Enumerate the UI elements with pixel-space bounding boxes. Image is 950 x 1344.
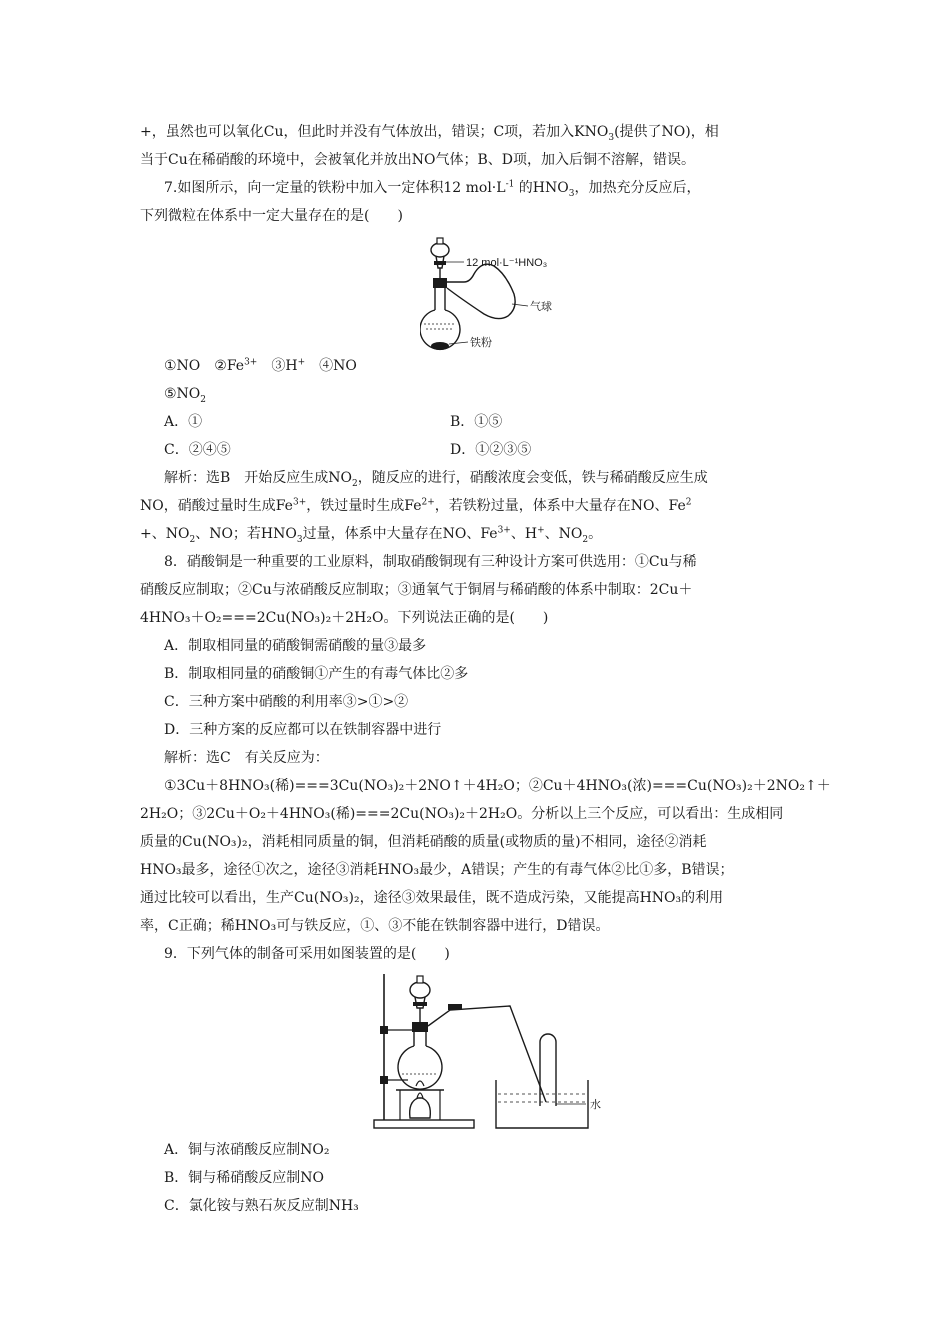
question-7-items: [164, 384, 206, 404]
text: ①NO ②Fe: [164, 358, 245, 374]
subscript: 3: [296, 534, 303, 545]
answer-8: 质量的Cu(NO₃)₂，消耗相同质量的铜，但消耗硝酸的质量(或物质的量)不相同，途径②消耗: [140, 834, 707, 850]
text: ③H: [257, 358, 298, 374]
answer-8: 率，C正确；稀HNO₃可与铁反应，①、③不能在铁制容器中进行，D错误。: [140, 918, 610, 934]
text-line: [140, 122, 719, 142]
text-line: 下列微粒在体系中一定大量存在的是( ): [140, 208, 403, 224]
subscript: 2: [189, 534, 196, 545]
figure-gas-apparatus: [370, 970, 620, 1132]
subscript: 2: [582, 534, 589, 545]
answer-8: HNO₃最多，途径①次之，途径③消耗HNO₃最少，A错误；产生的有毒气体②比①多，B错误；: [140, 862, 734, 878]
superscript: -1: [505, 179, 515, 190]
question-8: 4HNO₃＋O₂===2Cu(NO₃)₂＋2H₂O。下列说法正确的是( ): [140, 610, 549, 626]
superscript: +: [537, 525, 545, 536]
text-line: 当于Cu在稀硝酸的环境中，会被氧化并放出NO气体；B、D项，加入后铜不溶解，错误。: [140, 152, 695, 168]
text: ④NO: [305, 358, 357, 374]
label-iron: 铁粉: [470, 337, 492, 349]
text: ，随反应的进行，硝酸浓度会变低，铁与稀硝酸反应生成: [357, 470, 708, 486]
text: (提供了NO)，相: [614, 124, 719, 140]
text: 7.如图所示，向一定量的铁粉中加入一定体积12 mol·L: [164, 180, 506, 196]
text: 的HNO: [514, 180, 569, 196]
text: +，虽然也可以氧化Cu，但此时并没有气体放出，错误；C项，若加入KNO: [140, 124, 609, 140]
superscript: 3+: [244, 357, 258, 368]
question-8: 8．硝酸铜是一种重要的工业原料，制取硝酸铜现有三种设计方案可供选用：①Cu与稀: [164, 554, 697, 570]
text: 。: [588, 526, 603, 542]
text: 、NO；若HNO: [195, 526, 297, 542]
text: ⑤NO: [164, 386, 201, 402]
question-7: [164, 178, 700, 198]
label-balloon: 气球: [530, 301, 552, 313]
text: ，加热充分反应后，: [574, 180, 701, 196]
superscript: 3+: [497, 525, 511, 536]
answer-7: [140, 496, 691, 516]
answer-8: 通过比较可以看出，生产Cu(NO₃)₂，途径③效果最佳，既不造成污染，又能提高HNO₃的利用: [140, 890, 724, 906]
text: 、NO: [544, 526, 583, 542]
subscript: 2: [352, 478, 358, 489]
option-d: D．三种方案的反应都可以在铁制容器中进行: [164, 722, 442, 738]
option-a: A．①: [164, 414, 203, 430]
superscript: 2: [685, 497, 692, 508]
option-d: D．①②③⑤: [450, 442, 532, 458]
subscript: 3: [568, 188, 575, 199]
answer-7: [164, 468, 708, 488]
superscript: 3+: [292, 497, 307, 508]
option-a: A．铜与浓硝酸反应制NO₂: [164, 1142, 330, 1158]
answer-8: ①3Cu＋8HNO₃(稀)===3Cu(NO₃)₂＋2NO↑＋4H₂O；②Cu＋4HNO₃(浓)===Cu(NO₃)₂＋2NO₂↑＋: [164, 778, 831, 794]
answer-8: 2H₂O；③2Cu＋O₂＋4HNO₃(稀)===2Cu(NO₃)₂＋2H₂O。分析以上三个反应，可以看出：生成相同: [140, 806, 784, 822]
text: NO，硝酸过量时生成Fe: [140, 498, 293, 514]
option-c: C．②④⑤: [164, 442, 231, 458]
superscript: 2+: [421, 497, 435, 508]
option-c: C．三种方案中硝酸的利用率③>①>②: [164, 694, 409, 710]
text: ，铁过量时生成Fe: [306, 498, 422, 514]
text: 、H: [510, 526, 538, 542]
text: ，若铁粉过量，体系中大量存在NO、Fe: [434, 498, 686, 514]
question-8: 硝酸反应制取；②Cu与浓硝酸反应制取；③通氧气于铜屑与稀硝酸的体系中制取：2Cu＋: [140, 582, 693, 598]
subscript: 3: [608, 132, 615, 143]
option-b: B．制取相同量的硝酸铜①产生的有毒气体比②多: [164, 666, 469, 682]
option-b: B．①⑤: [450, 414, 503, 430]
option-b: B．铜与稀硝酸反应制NO: [164, 1170, 325, 1186]
question-7-items: [164, 356, 357, 376]
answer-7: [140, 524, 602, 544]
question-9: 9．下列气体的制备可采用如图装置的是( ): [164, 946, 450, 962]
figure-iron-flask: [420, 234, 570, 356]
answer-8: 解析：选C 有关反应为：: [164, 750, 329, 766]
subscript: 2: [200, 394, 207, 405]
superscript: +: [297, 357, 306, 368]
text: 过量，体系中大量存在NO、Fe: [302, 526, 498, 542]
label-water: 水: [590, 1099, 601, 1111]
option-a: A．制取相同量的硝酸铜需硝酸的量③最多: [164, 638, 427, 654]
option-c: C．氯化铵与熟石灰反应制NH₃: [164, 1198, 359, 1214]
text: 解析：选B 开始反应生成NO: [164, 470, 353, 486]
text: +、NO: [140, 526, 190, 542]
label-acid: 12 mol·L⁻¹HNO₃: [466, 257, 548, 269]
